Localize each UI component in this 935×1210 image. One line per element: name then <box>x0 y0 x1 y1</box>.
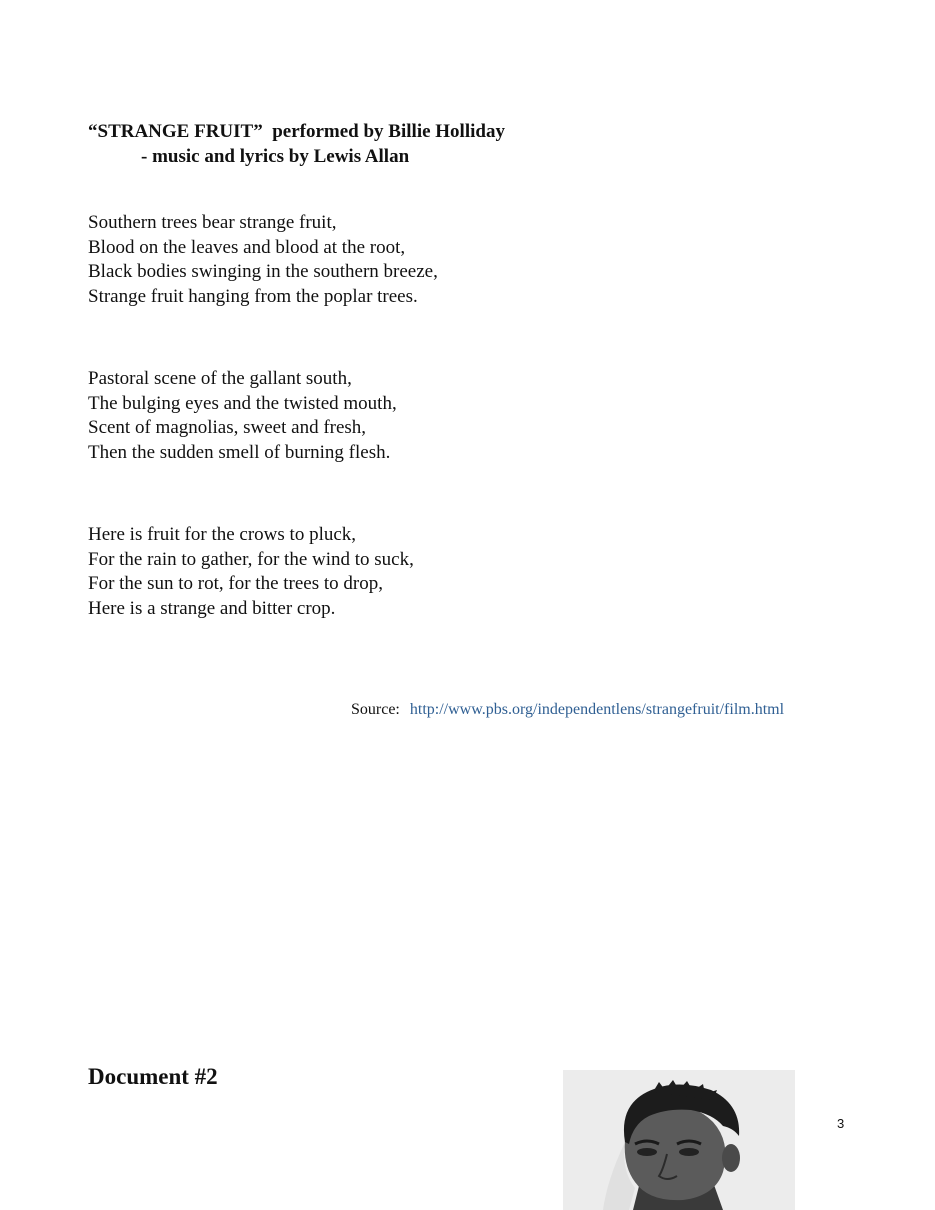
lyric-line: Southern trees bear strange fruit, <box>88 212 337 233</box>
song-credits: - music and lyrics by Lewis Allan <box>141 146 410 167</box>
source-citation <box>351 700 784 720</box>
lyric-line: Pastoral scene of the gallant south, <box>88 368 352 389</box>
lyric-line: Strange fruit hanging from the poplar trees. <box>88 285 418 307</box>
lyric-line: Blood on the leaves and blood at the root, <box>88 236 406 258</box>
lyrics-stanza <box>88 367 397 465</box>
lyric-line: Then the sudden smell of burning flesh. <box>88 441 391 463</box>
lyric-line: Black bodies swinging in the southern breeze, <box>88 261 438 282</box>
lyric-line: The bulging eyes and the twisted mouth, <box>88 392 397 414</box>
lyrics-stanza <box>88 211 438 309</box>
lyrics-stanza <box>88 523 414 621</box>
page-number: 3 <box>837 1116 845 1131</box>
document-heading: Document #2 <box>88 1064 218 1089</box>
source-link[interactable]: http://www.pbs.org/independentlens/strangefruit/film.html <box>409 701 785 718</box>
lyric-line: For the sun to rot, for the trees to drop, <box>88 573 383 594</box>
lyric-line: Here is fruit for the crows to pluck, <box>88 524 357 545</box>
lyric-line: Here is a strange and bitter crop. <box>88 597 336 619</box>
portrait-photo <box>563 1070 795 1210</box>
source-label: Source: <box>351 701 400 718</box>
song-title: “STRANGE FRUIT” performed by Billie Holliday <box>88 121 505 142</box>
lyric-line: For the rain to gather, for the wind to suck, <box>88 548 414 570</box>
lyric-line: Scent of magnolias, sweet and fresh, <box>88 417 367 438</box>
